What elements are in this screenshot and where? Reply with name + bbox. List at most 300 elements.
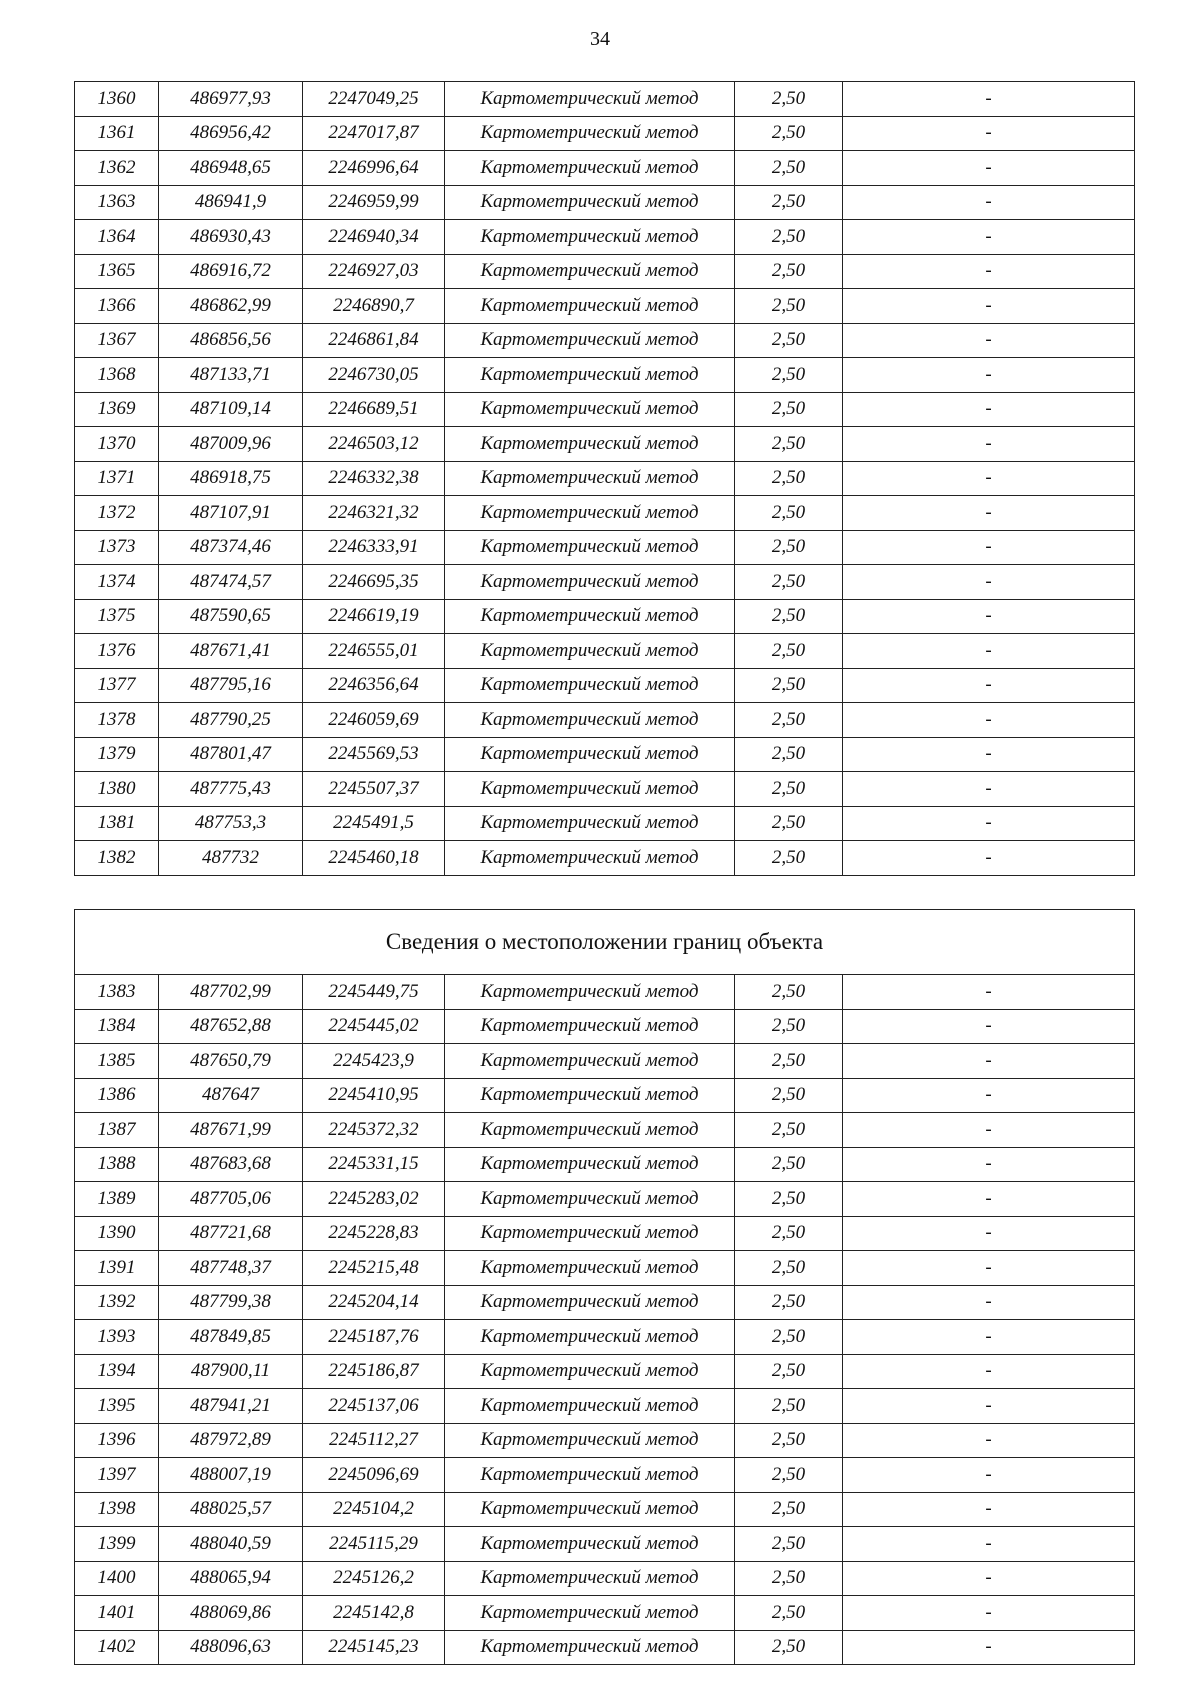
- description-cell: -: [843, 151, 1135, 186]
- x-coordinate-cell: 487790,25: [159, 703, 303, 738]
- y-coordinate-cell: 2246503,12: [303, 427, 445, 462]
- accuracy-cell: 2,50: [735, 82, 843, 117]
- point-number-cell: 1370: [75, 427, 159, 462]
- accuracy-cell: 2,50: [735, 1630, 843, 1665]
- accuracy-cell: 2,50: [735, 358, 843, 393]
- y-coordinate-cell: 2245204,14: [303, 1285, 445, 1320]
- description-cell: -: [843, 1009, 1135, 1044]
- method-cell: Картометрический метод: [445, 254, 735, 289]
- method-cell: Картометрический метод: [445, 461, 735, 496]
- section-title: Сведения о местоположении границ объекта: [75, 910, 1135, 975]
- description-cell: -: [843, 82, 1135, 117]
- table-row: [75, 1561, 1135, 1596]
- y-coordinate-cell: 2245126,2: [303, 1561, 445, 1596]
- y-coordinate-cell: 2245372,32: [303, 1113, 445, 1148]
- x-coordinate-cell: 488096,63: [159, 1630, 303, 1665]
- method-cell: Картометрический метод: [445, 1182, 735, 1217]
- method-cell: Картометрический метод: [445, 806, 735, 841]
- coordinates-table-continued: [74, 81, 1135, 876]
- description-cell: -: [843, 806, 1135, 841]
- y-coordinate-cell: 2245186,87: [303, 1354, 445, 1389]
- method-cell: Картометрический метод: [445, 634, 735, 669]
- y-coordinate-cell: 2247049,25: [303, 82, 445, 117]
- x-coordinate-cell: 486941,9: [159, 185, 303, 220]
- table-row: [75, 841, 1135, 876]
- table-row: [75, 1423, 1135, 1458]
- method-cell: Картометрический метод: [445, 1285, 735, 1320]
- section-title-row: [75, 910, 1135, 975]
- table-row: [75, 1596, 1135, 1631]
- table-row: [75, 323, 1135, 358]
- y-coordinate-cell: 2245507,37: [303, 772, 445, 807]
- y-coordinate-cell: 2245331,15: [303, 1147, 445, 1182]
- description-cell: -: [843, 254, 1135, 289]
- description-cell: -: [843, 530, 1135, 565]
- method-cell: Картометрический метод: [445, 841, 735, 876]
- y-coordinate-cell: 2247017,87: [303, 116, 445, 151]
- x-coordinate-cell: 488007,19: [159, 1458, 303, 1493]
- point-number-cell: 1387: [75, 1113, 159, 1148]
- point-number-cell: 1363: [75, 185, 159, 220]
- table-row: [75, 703, 1135, 738]
- point-number-cell: 1397: [75, 1458, 159, 1493]
- y-coordinate-cell: 2245410,95: [303, 1078, 445, 1113]
- boundary-location-table: [74, 909, 1135, 1665]
- accuracy-cell: 2,50: [735, 737, 843, 772]
- table-row: [75, 151, 1135, 186]
- table-row: [75, 185, 1135, 220]
- accuracy-cell: 2,50: [735, 254, 843, 289]
- accuracy-cell: 2,50: [735, 599, 843, 634]
- accuracy-cell: 2,50: [735, 841, 843, 876]
- method-cell: Картометрический метод: [445, 565, 735, 600]
- method-cell: Картометрический метод: [445, 975, 735, 1010]
- x-coordinate-cell: 487702,99: [159, 975, 303, 1010]
- table-row: [75, 668, 1135, 703]
- y-coordinate-cell: 2246333,91: [303, 530, 445, 565]
- description-cell: -: [843, 1423, 1135, 1458]
- description-cell: -: [843, 1630, 1135, 1665]
- method-cell: Картометрический метод: [445, 496, 735, 531]
- point-number-cell: 1402: [75, 1630, 159, 1665]
- method-cell: Картометрический метод: [445, 151, 735, 186]
- x-coordinate-cell: 487133,71: [159, 358, 303, 393]
- description-cell: -: [843, 116, 1135, 151]
- description-cell: -: [843, 1492, 1135, 1527]
- point-number-cell: 1399: [75, 1527, 159, 1562]
- x-coordinate-cell: 487795,16: [159, 668, 303, 703]
- x-coordinate-cell: 487650,79: [159, 1044, 303, 1079]
- table-row: [75, 1078, 1135, 1113]
- x-coordinate-cell: 487799,38: [159, 1285, 303, 1320]
- x-coordinate-cell: 487705,06: [159, 1182, 303, 1217]
- accuracy-cell: 2,50: [735, 151, 843, 186]
- point-number-cell: 1377: [75, 668, 159, 703]
- method-cell: Картометрический метод: [445, 1251, 735, 1286]
- x-coordinate-cell: 487474,57: [159, 565, 303, 600]
- y-coordinate-cell: 2245104,2: [303, 1492, 445, 1527]
- y-coordinate-cell: 2246321,32: [303, 496, 445, 531]
- table-row: [75, 116, 1135, 151]
- y-coordinate-cell: 2245491,5: [303, 806, 445, 841]
- description-cell: -: [843, 841, 1135, 876]
- x-coordinate-cell: 487683,68: [159, 1147, 303, 1182]
- description-cell: -: [843, 772, 1135, 807]
- accuracy-cell: 2,50: [735, 116, 843, 151]
- y-coordinate-cell: 2246332,38: [303, 461, 445, 496]
- y-coordinate-cell: 2246695,35: [303, 565, 445, 600]
- method-cell: Картометрический метод: [445, 599, 735, 634]
- y-coordinate-cell: 2245449,75: [303, 975, 445, 1010]
- method-cell: Картометрический метод: [445, 1320, 735, 1355]
- x-coordinate-cell: 486956,42: [159, 116, 303, 151]
- accuracy-cell: 2,50: [735, 185, 843, 220]
- table-row: [75, 1044, 1135, 1079]
- method-cell: Картометрический метод: [445, 1596, 735, 1631]
- accuracy-cell: 2,50: [735, 392, 843, 427]
- point-number-cell: 1381: [75, 806, 159, 841]
- y-coordinate-cell: 2246940,34: [303, 220, 445, 255]
- description-cell: -: [843, 358, 1135, 393]
- point-number-cell: 1394: [75, 1354, 159, 1389]
- table-row: [75, 1320, 1135, 1355]
- x-coordinate-cell: 486918,75: [159, 461, 303, 496]
- table-row: [75, 254, 1135, 289]
- method-cell: Картометрический метод: [445, 1009, 735, 1044]
- y-coordinate-cell: 2246996,64: [303, 151, 445, 186]
- description-cell: -: [843, 323, 1135, 358]
- method-cell: Картометрический метод: [445, 1078, 735, 1113]
- point-number-cell: 1392: [75, 1285, 159, 1320]
- table-row: [75, 1458, 1135, 1493]
- description-cell: -: [843, 599, 1135, 634]
- x-coordinate-cell: 487671,99: [159, 1113, 303, 1148]
- table-row: [75, 496, 1135, 531]
- method-cell: Картометрический метод: [445, 392, 735, 427]
- method-cell: Картометрический метод: [445, 1044, 735, 1079]
- point-number-cell: 1362: [75, 151, 159, 186]
- description-cell: -: [843, 1078, 1135, 1113]
- point-number-cell: 1386: [75, 1078, 159, 1113]
- accuracy-cell: 2,50: [735, 565, 843, 600]
- method-cell: Картометрический метод: [445, 185, 735, 220]
- point-number-cell: 1390: [75, 1216, 159, 1251]
- accuracy-cell: 2,50: [735, 772, 843, 807]
- accuracy-cell: 2,50: [735, 1320, 843, 1355]
- method-cell: Картометрический метод: [445, 220, 735, 255]
- method-cell: Картометрический метод: [445, 1389, 735, 1424]
- x-coordinate-cell: 487647: [159, 1078, 303, 1113]
- method-cell: Картометрический метод: [445, 703, 735, 738]
- x-coordinate-cell: 487590,65: [159, 599, 303, 634]
- x-coordinate-cell: 487753,3: [159, 806, 303, 841]
- point-number-cell: 1400: [75, 1561, 159, 1596]
- accuracy-cell: 2,50: [735, 1492, 843, 1527]
- description-cell: -: [843, 1285, 1135, 1320]
- accuracy-cell: 2,50: [735, 1285, 843, 1320]
- table-row: [75, 220, 1135, 255]
- y-coordinate-cell: 2245460,18: [303, 841, 445, 876]
- method-cell: Картометрический метод: [445, 82, 735, 117]
- accuracy-cell: 2,50: [735, 461, 843, 496]
- accuracy-cell: 2,50: [735, 668, 843, 703]
- point-number-cell: 1369: [75, 392, 159, 427]
- boundary-location-table-body: [75, 910, 1135, 1665]
- accuracy-cell: 2,50: [735, 703, 843, 738]
- accuracy-cell: 2,50: [735, 975, 843, 1010]
- x-coordinate-cell: 486930,43: [159, 220, 303, 255]
- accuracy-cell: 2,50: [735, 1044, 843, 1079]
- y-coordinate-cell: 2245115,29: [303, 1527, 445, 1562]
- method-cell: Картометрический метод: [445, 737, 735, 772]
- accuracy-cell: 2,50: [735, 289, 843, 324]
- accuracy-cell: 2,50: [735, 1078, 843, 1113]
- y-coordinate-cell: 2246730,05: [303, 358, 445, 393]
- accuracy-cell: 2,50: [735, 1009, 843, 1044]
- x-coordinate-cell: 487941,21: [159, 1389, 303, 1424]
- table-row: [75, 1147, 1135, 1182]
- y-coordinate-cell: 2246619,19: [303, 599, 445, 634]
- method-cell: Картометрический метод: [445, 323, 735, 358]
- accuracy-cell: 2,50: [735, 1389, 843, 1424]
- y-coordinate-cell: 2246356,64: [303, 668, 445, 703]
- description-cell: -: [843, 1147, 1135, 1182]
- method-cell: Картометрический метод: [445, 668, 735, 703]
- method-cell: Картометрический метод: [445, 1113, 735, 1148]
- y-coordinate-cell: 2246555,01: [303, 634, 445, 669]
- x-coordinate-cell: 487721,68: [159, 1216, 303, 1251]
- accuracy-cell: 2,50: [735, 1561, 843, 1596]
- method-cell: Картометрический метод: [445, 427, 735, 462]
- accuracy-cell: 2,50: [735, 323, 843, 358]
- table-row: [75, 82, 1135, 117]
- x-coordinate-cell: 486916,72: [159, 254, 303, 289]
- accuracy-cell: 2,50: [735, 1216, 843, 1251]
- description-cell: -: [843, 1044, 1135, 1079]
- y-coordinate-cell: 2246059,69: [303, 703, 445, 738]
- accuracy-cell: 2,50: [735, 496, 843, 531]
- description-cell: -: [843, 1182, 1135, 1217]
- table-row: [75, 530, 1135, 565]
- table-row: [75, 772, 1135, 807]
- coordinates-table-body: [75, 82, 1135, 876]
- y-coordinate-cell: 2245228,83: [303, 1216, 445, 1251]
- x-coordinate-cell: 487374,46: [159, 530, 303, 565]
- x-coordinate-cell: 487748,37: [159, 1251, 303, 1286]
- description-cell: -: [843, 220, 1135, 255]
- y-coordinate-cell: 2245283,02: [303, 1182, 445, 1217]
- table-row: [75, 634, 1135, 669]
- method-cell: Картометрический метод: [445, 1216, 735, 1251]
- description-cell: -: [843, 737, 1135, 772]
- x-coordinate-cell: 488065,94: [159, 1561, 303, 1596]
- y-coordinate-cell: 2245137,06: [303, 1389, 445, 1424]
- accuracy-cell: 2,50: [735, 530, 843, 565]
- description-cell: -: [843, 634, 1135, 669]
- accuracy-cell: 2,50: [735, 1596, 843, 1631]
- point-number-cell: 1388: [75, 1147, 159, 1182]
- y-coordinate-cell: 2245096,69: [303, 1458, 445, 1493]
- method-cell: Картометрический метод: [445, 1458, 735, 1493]
- x-coordinate-cell: 488025,57: [159, 1492, 303, 1527]
- description-cell: -: [843, 1320, 1135, 1355]
- table-row: [75, 565, 1135, 600]
- point-number-cell: 1396: [75, 1423, 159, 1458]
- point-number-cell: 1376: [75, 634, 159, 669]
- description-cell: -: [843, 496, 1135, 531]
- point-number-cell: 1379: [75, 737, 159, 772]
- method-cell: Картометрический метод: [445, 1423, 735, 1458]
- page-number: 34: [590, 28, 610, 50]
- point-number-cell: 1384: [75, 1009, 159, 1044]
- description-cell: -: [843, 1251, 1135, 1286]
- table-row: [75, 1527, 1135, 1562]
- point-number-cell: 1366: [75, 289, 159, 324]
- x-coordinate-cell: 487849,85: [159, 1320, 303, 1355]
- table-row: [75, 599, 1135, 634]
- x-coordinate-cell: 487652,88: [159, 1009, 303, 1044]
- y-coordinate-cell: 2246927,03: [303, 254, 445, 289]
- table-row: [75, 358, 1135, 393]
- point-number-cell: 1365: [75, 254, 159, 289]
- description-cell: -: [843, 1458, 1135, 1493]
- method-cell: Картометрический метод: [445, 530, 735, 565]
- point-number-cell: 1391: [75, 1251, 159, 1286]
- point-number-cell: 1368: [75, 358, 159, 393]
- point-number-cell: 1364: [75, 220, 159, 255]
- description-cell: -: [843, 1389, 1135, 1424]
- table-row: [75, 427, 1135, 462]
- table-row: [75, 737, 1135, 772]
- y-coordinate-cell: 2245445,02: [303, 1009, 445, 1044]
- description-cell: -: [843, 289, 1135, 324]
- y-coordinate-cell: 2245112,27: [303, 1423, 445, 1458]
- description-cell: -: [843, 703, 1135, 738]
- y-coordinate-cell: 2246861,84: [303, 323, 445, 358]
- method-cell: Картометрический метод: [445, 289, 735, 324]
- accuracy-cell: 2,50: [735, 1458, 843, 1493]
- accuracy-cell: 2,50: [735, 1527, 843, 1562]
- table-row: [75, 1251, 1135, 1286]
- point-number-cell: 1374: [75, 565, 159, 600]
- point-number-cell: 1375: [75, 599, 159, 634]
- x-coordinate-cell: 487732: [159, 841, 303, 876]
- point-number-cell: 1398: [75, 1492, 159, 1527]
- method-cell: Картометрический метод: [445, 772, 735, 807]
- table-row: [75, 1389, 1135, 1424]
- y-coordinate-cell: 2246689,51: [303, 392, 445, 427]
- accuracy-cell: 2,50: [735, 1354, 843, 1389]
- table-row: [75, 392, 1135, 427]
- method-cell: Картометрический метод: [445, 1492, 735, 1527]
- x-coordinate-cell: 486977,93: [159, 82, 303, 117]
- x-coordinate-cell: 486948,65: [159, 151, 303, 186]
- x-coordinate-cell: 486862,99: [159, 289, 303, 324]
- method-cell: Картометрический метод: [445, 1354, 735, 1389]
- accuracy-cell: 2,50: [735, 1113, 843, 1148]
- description-cell: -: [843, 668, 1135, 703]
- y-coordinate-cell: 2245142,8: [303, 1596, 445, 1631]
- point-number-cell: 1385: [75, 1044, 159, 1079]
- description-cell: -: [843, 461, 1135, 496]
- point-number-cell: 1383: [75, 975, 159, 1010]
- table-row: [75, 1630, 1135, 1665]
- point-number-cell: 1378: [75, 703, 159, 738]
- table-row: [75, 1009, 1135, 1044]
- point-number-cell: 1361: [75, 116, 159, 151]
- description-cell: -: [843, 1561, 1135, 1596]
- point-number-cell: 1371: [75, 461, 159, 496]
- table-row: [75, 1216, 1135, 1251]
- point-number-cell: 1382: [75, 841, 159, 876]
- x-coordinate-cell: 487972,89: [159, 1423, 303, 1458]
- accuracy-cell: 2,50: [735, 806, 843, 841]
- x-coordinate-cell: 488069,86: [159, 1596, 303, 1631]
- description-cell: -: [843, 1596, 1135, 1631]
- table-row: [75, 1354, 1135, 1389]
- point-number-cell: 1372: [75, 496, 159, 531]
- y-coordinate-cell: 2245187,76: [303, 1320, 445, 1355]
- y-coordinate-cell: 2246959,99: [303, 185, 445, 220]
- point-number-cell: 1373: [75, 530, 159, 565]
- method-cell: Картометрический метод: [445, 1630, 735, 1665]
- description-cell: -: [843, 1113, 1135, 1148]
- method-cell: Картометрический метод: [445, 1561, 735, 1596]
- y-coordinate-cell: 2245145,23: [303, 1630, 445, 1665]
- accuracy-cell: 2,50: [735, 427, 843, 462]
- table-row: [75, 1113, 1135, 1148]
- table-row: [75, 1285, 1135, 1320]
- point-number-cell: 1389: [75, 1182, 159, 1217]
- description-cell: -: [843, 1354, 1135, 1389]
- point-number-cell: 1367: [75, 323, 159, 358]
- table-row: [75, 1182, 1135, 1217]
- accuracy-cell: 2,50: [735, 1182, 843, 1217]
- description-cell: -: [843, 427, 1135, 462]
- method-cell: Картометрический метод: [445, 1147, 735, 1182]
- table-row: [75, 975, 1135, 1010]
- description-cell: -: [843, 565, 1135, 600]
- accuracy-cell: 2,50: [735, 1147, 843, 1182]
- accuracy-cell: 2,50: [735, 1251, 843, 1286]
- table-row: [75, 1492, 1135, 1527]
- point-number-cell: 1401: [75, 1596, 159, 1631]
- x-coordinate-cell: 488040,59: [159, 1527, 303, 1562]
- point-number-cell: 1395: [75, 1389, 159, 1424]
- description-cell: -: [843, 1527, 1135, 1562]
- description-cell: -: [843, 1216, 1135, 1251]
- method-cell: Картометрический метод: [445, 1527, 735, 1562]
- x-coordinate-cell: 487900,11: [159, 1354, 303, 1389]
- x-coordinate-cell: 487671,41: [159, 634, 303, 669]
- method-cell: Картометрический метод: [445, 358, 735, 393]
- x-coordinate-cell: 486856,56: [159, 323, 303, 358]
- method-cell: Картометрический метод: [445, 116, 735, 151]
- description-cell: -: [843, 185, 1135, 220]
- point-number-cell: 1393: [75, 1320, 159, 1355]
- point-number-cell: 1380: [75, 772, 159, 807]
- accuracy-cell: 2,50: [735, 634, 843, 669]
- table-row: [75, 461, 1135, 496]
- y-coordinate-cell: 2245569,53: [303, 737, 445, 772]
- accuracy-cell: 2,50: [735, 220, 843, 255]
- x-coordinate-cell: 487775,43: [159, 772, 303, 807]
- description-cell: -: [843, 975, 1135, 1010]
- x-coordinate-cell: 487009,96: [159, 427, 303, 462]
- y-coordinate-cell: 2246890,7: [303, 289, 445, 324]
- point-number-cell: 1360: [75, 82, 159, 117]
- table-row: [75, 806, 1135, 841]
